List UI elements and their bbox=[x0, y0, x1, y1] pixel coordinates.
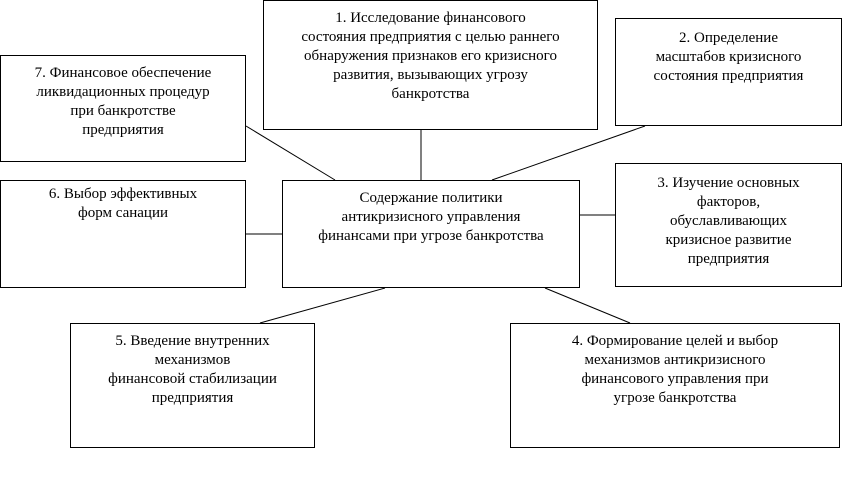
box-7-text: 7. Финансовое обеспечение ликвидационных процедур при банкротстве предприятия bbox=[34, 65, 212, 138]
box-4-text: 4. Формирование целей и выбор механизмов антикризисного финансового управления при угрозе банкротства bbox=[571, 333, 779, 406]
connector-b4 bbox=[545, 288, 630, 323]
box-5-text: 5. Введение внутренних механизмов финансовой стабилизации предприятия bbox=[108, 333, 277, 406]
box-6-sanation-forms bbox=[0, 180, 246, 288]
box-5-stabilization-mechanisms bbox=[70, 323, 315, 448]
central-policy-box bbox=[282, 180, 580, 288]
central-policy-text: Содержание политики антикризисного управления финансами при угрозе банкротства bbox=[318, 190, 544, 244]
box-3-crisis-factors bbox=[615, 163, 842, 287]
box-6-text: 6. Выбор эффективных форм санации bbox=[48, 186, 198, 221]
box-1-text: 1. Исследование финансового состояния предприятия с целью раннего обнаружения признаков его кризисного развития, вызывающих угрозу банкротства bbox=[301, 10, 560, 102]
box-2-text: 2. Определение масштабов кризисного состояния предприятия bbox=[653, 30, 804, 84]
box-3-text: 3. Изучение основных факторов, обуславливающих кризисное развитие предприятия bbox=[657, 175, 800, 267]
box-1-financial-state-research bbox=[263, 0, 598, 130]
box-4-goals-and-mechanisms bbox=[510, 323, 840, 448]
box-2-crisis-scale bbox=[615, 18, 842, 126]
connector-b5 bbox=[260, 288, 385, 323]
connector-b7 bbox=[246, 126, 335, 180]
box-7-liquidation-financing bbox=[0, 55, 246, 162]
